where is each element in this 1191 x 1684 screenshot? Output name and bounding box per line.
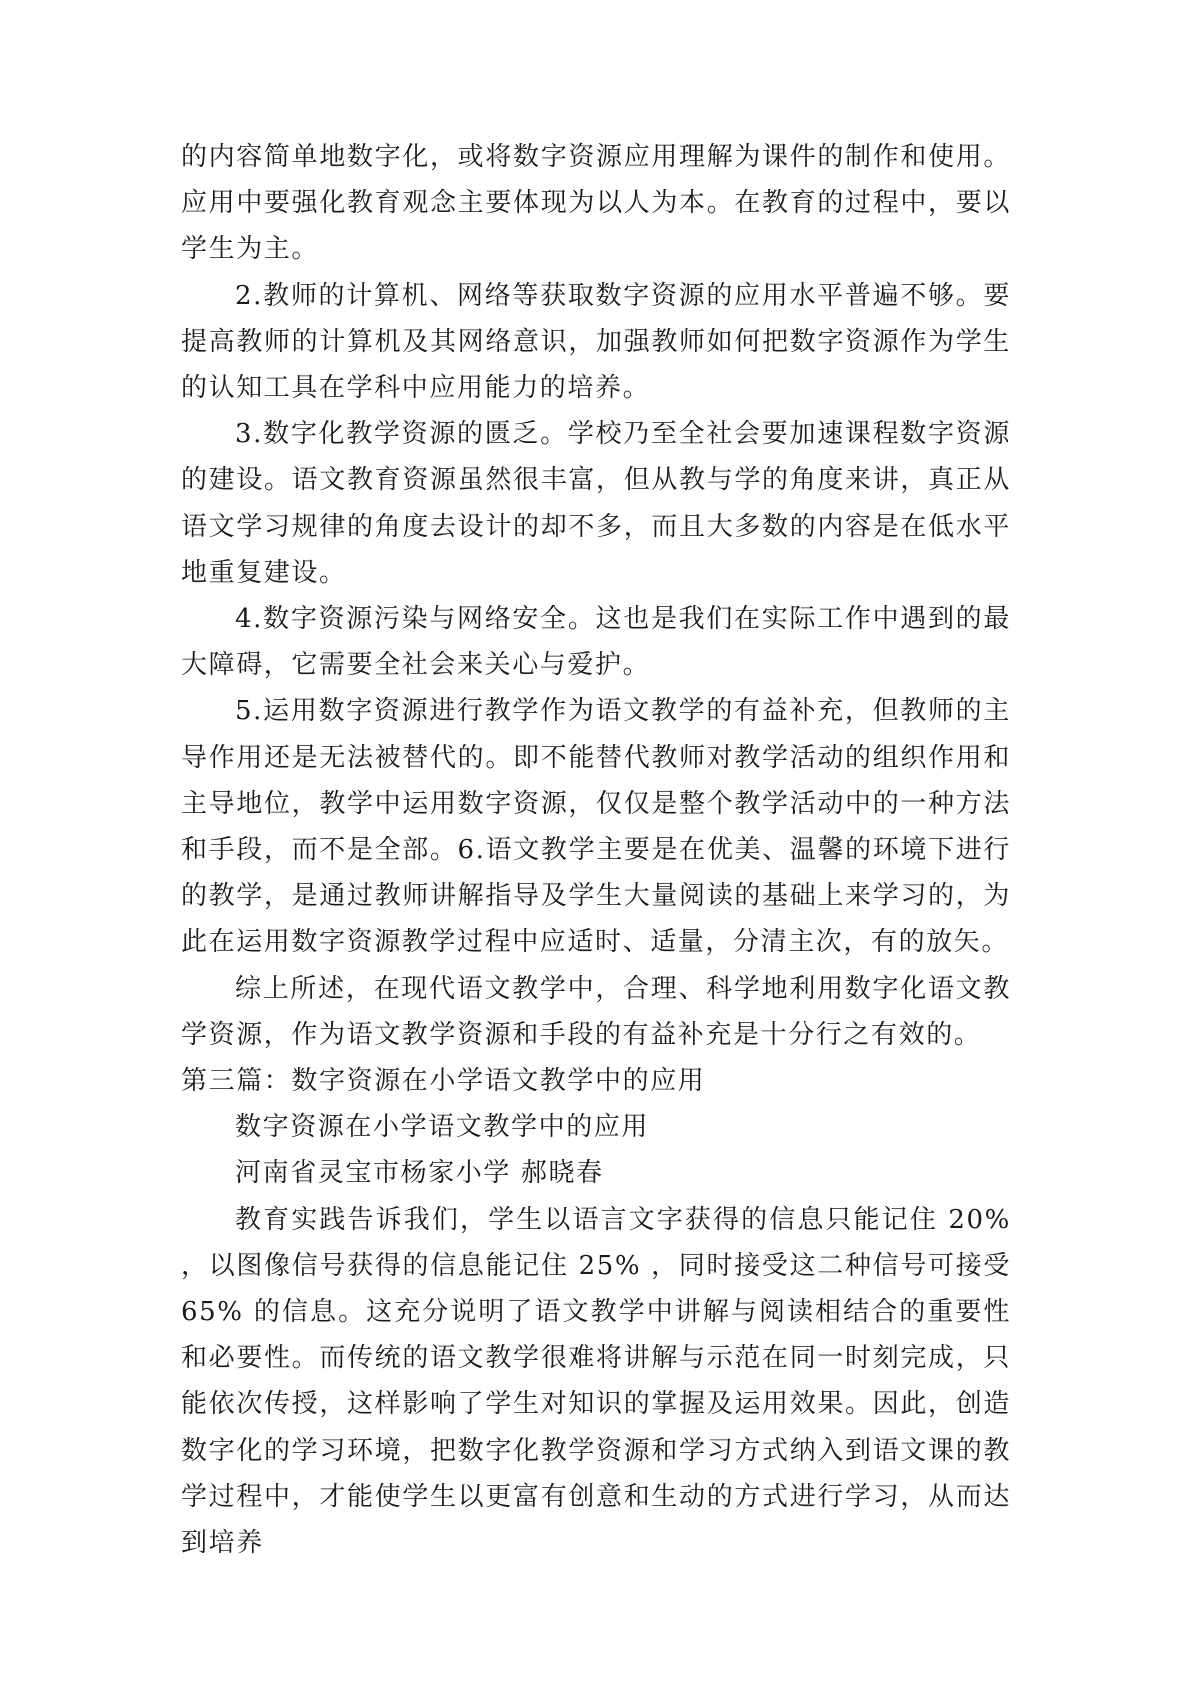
section-heading: 第三篇：数字资源在小学语文教学中的应用 [181, 1066, 706, 1097]
paragraph-body: 教育实践告诉我们，学生以语言文字获得的信息只能记住 20% ，以图像信号获得的信息能记住 25% ，同时接受这二种信号可接受 65% 的信息。这充分说明了语文教学中讲解与阅读相结合的重要性和必要性。而传统的语文教学很难将讲解与示范在同一时刻完成，只能依次传授，这样影响了学生对知识的掌握及运用效果。因此，创造数字化的学习环境，把数字化教学资源和学习方式纳入到语文课的教学过程中，才能使学生以更富有创意和生动的方式进行学习，从而达到培养 [181, 1204, 1011, 1559]
paragraph-item-2: 2.教师的计算机、网络等获取数字资源的应用水平普遍不够。要提高教师的计算机及其网络意识，加强教师如何把数字资源作为学生的认知工具在学科中应用能力的培养。 [181, 280, 1011, 404]
paragraph-summary: 综上所述，在现代语文教学中，合理、科学地利用数字化语文教学资源，作为语文教学资源和手段的有益补充是十分行之有效的。 [181, 973, 1011, 1050]
paragraph-item-3: 3.数字化教学资源的匮乏。学校乃至全社会要加速课程数字资源的建设。语文教育资源虽然很丰富，但从教与学的角度来讲，真正从语文学习规律的角度去设计的却不多，而且大多数的内容是在低水平地重复建设。 [181, 419, 1011, 588]
document-body [181, 134, 1011, 1566]
article-title: 数字资源在小学语文教学中的应用 [235, 1112, 650, 1143]
paragraph-item-4: 4.数字资源污染与网络安全。这也是我们在实际工作中遇到的最大障碍，它需要全社会来关心与爱护。 [181, 604, 1011, 681]
paragraph-continued-intro: 的内容简单地数字化，或将数字资源应用理解为课件的制作和使用。应用中要强化教育观念主要体现为以人为本。在教育的过程中，要以学生为主。 [181, 142, 1011, 265]
article-author: 河南省灵宝市杨家小学 郝晓春 [235, 1158, 604, 1189]
paragraph-item-5-6: 5.运用数字资源进行教学作为语文教学的有益补充，但教师的主导作用还是无法被替代的。即不能替代教师对教学活动的组织作用和主导地位，教学中运用数字资源，仅仅是整个教学活动中的一种方法和手段，而不是全部。6.语文教学主要是在优美、温馨的环境下进行的教学，是通过教师讲解指导及学生大量阅读的基础上来学习的，为此在运用数字资源教学过程中应适时、适量，分清主次，有的放矢。 [181, 696, 1011, 958]
